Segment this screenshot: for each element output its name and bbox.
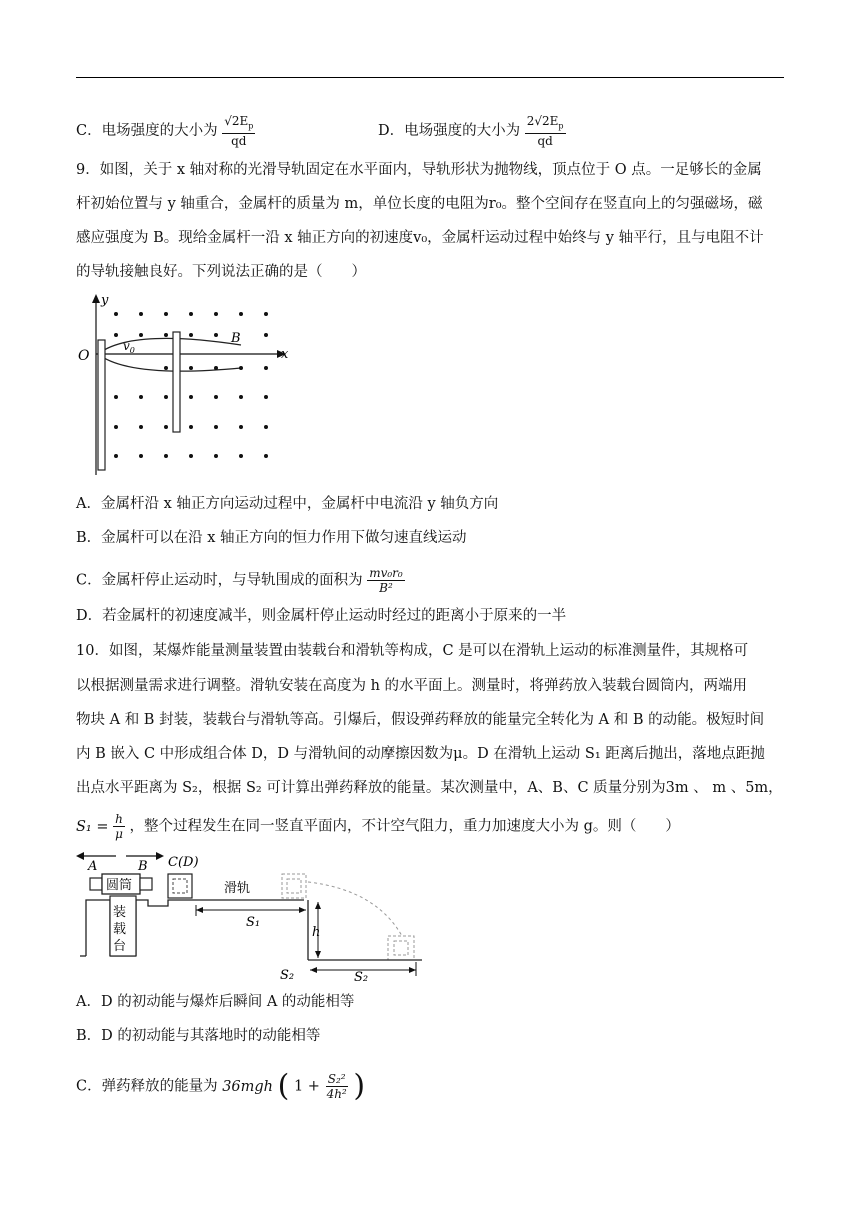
- q10-block-C: [168, 874, 192, 898]
- q10-option-a: A．D 的初动能与爆炸后瞬间 A 的动能相等: [76, 994, 355, 1010]
- q10-block-landing-ghost: [388, 936, 414, 960]
- q10-block-edge-ghost: [282, 874, 306, 898]
- q9-label-v0: $v_0$: [123, 339, 135, 355]
- q9-stem-line4: 的导轨接触良好。下列说法正确的是（ ）: [76, 264, 366, 280]
- q10-option-c-fraction: [325, 1072, 349, 1101]
- q10-option-c-one: 1 +: [293, 1078, 320, 1095]
- q8-option-d-denominator: qd: [537, 134, 553, 149]
- q9-label-B: B: [231, 331, 241, 346]
- q10-stem-line2: 以根据测量需求进行调整。滑轨安装在高度为 h 的水平面上。测量时，将弹药放入装载台圆筒内，两端用: [76, 678, 748, 694]
- q9-option-c-label: C．金属杆停止运动时，与导轨围成的面积为: [76, 572, 363, 589]
- q8-option-d-sub: p: [558, 121, 564, 131]
- q8-option-c-sub: p: [248, 121, 254, 131]
- q9-rail-lower: [98, 354, 241, 371]
- q10-stem-line6-text: ，整个过程发生在同一竖直平面内，不计空气阻力，重力加速度大小为 g。则（ ）: [129, 818, 680, 835]
- q10-arrow-right-icon: [156, 852, 164, 860]
- q9-label-x: x: [281, 347, 289, 362]
- q9-option-a: A．金属杆沿 x 轴正方向运动过程中，金属杆中电流沿 y 轴负方向: [76, 496, 499, 512]
- header-rule: [76, 77, 784, 78]
- q9-rod-initial: [98, 340, 105, 470]
- q9-option-c-denominator: B²: [379, 581, 393, 595]
- q10-label-A: A: [88, 859, 98, 874]
- q10-label-S2-dim: S₂: [354, 970, 369, 985]
- q8-option-c-fraction: [222, 114, 255, 148]
- q10-block-A: [90, 878, 102, 890]
- q9-rod-moving: [173, 332, 180, 432]
- q8-option-c-numerator: √2E: [224, 114, 249, 128]
- q9-option-c-fraction: [367, 566, 405, 595]
- q9-option-c: [76, 566, 405, 595]
- q9-option-b: B．金属杆可以在沿 x 轴正方向的恒力作用下做匀速直线运动: [76, 530, 467, 546]
- q8-option-d-label: D．电场强度的大小为: [378, 123, 521, 140]
- q9-figure: [76, 290, 306, 480]
- q9-stem-line2: 杆初始位置与 y 轴重合，金属杆的质量为 m，单位长度的电阻为r₀。整个空间存在竖直向上的匀强磁场，磁: [76, 196, 763, 212]
- q10-label-rail: 滑轨: [224, 881, 251, 896]
- q10-label-tube: 圆筒: [106, 878, 133, 893]
- q10-option-c-label: C．弹药释放的能量为: [76, 1078, 218, 1095]
- q10-s1-numerator: h: [115, 812, 123, 826]
- q10-option-c-denominator: 4h²: [326, 1087, 347, 1101]
- q10-label-stage1: 装: [113, 905, 127, 920]
- q10-label-stage3: 台: [113, 939, 127, 954]
- q10-s1-fraction: [113, 812, 125, 841]
- q10-s1-symbol: S₁ =: [76, 818, 109, 835]
- q9-rail-upper: [98, 338, 241, 354]
- q10-arrow-left-icon: [76, 852, 84, 860]
- q9-option-d: D．若金属杆的初速度减半，则金属杆停止运动时经过的距离小于原来的一半: [76, 608, 567, 624]
- q9-stem-line1: 9．如图，关于 x 轴对称的光滑导轨固定在水平面内，导轨形状为抛物线，顶点位于 O 点。一足够长的金属: [76, 162, 762, 178]
- q10-option-b: B．D 的初动能与其落地时的动能相等: [76, 1028, 321, 1044]
- q10-stem-line4: 内 B 嵌入 C 中形成组合体 D，D 与滑轨间的动摩擦因数为μ。D 在滑轨上运动 S₁ 距离后抛出，落地点距抛: [76, 746, 765, 762]
- q9-stem-line3: 感应强度为 B。现给金属杆一沿 x 轴正方向的初速度v₀，金属杆运动过程中始终与 y 轴平行，且与电阻不计: [76, 230, 764, 246]
- q10-label-S1: S₁: [246, 915, 261, 930]
- q10-stem-line5: 出点水平距离为 S₂，根据 S₂ 可计算出弹药释放的能量。某次测量中，A、B、C 质量分别为3m 、 m 、5m，: [76, 780, 783, 796]
- q9-magnetic-field-dots: [114, 312, 268, 458]
- q10-stem-line3: 物块 A 和 B 封装，装载台与滑轨等高。引爆后，假设弹药释放的能量完全转化为 A 和 B 的动能。极短时间: [76, 712, 765, 728]
- q10-label-stage2: 载: [113, 922, 127, 937]
- q9-label-y: y: [101, 293, 109, 308]
- q10-label-B: B: [138, 859, 148, 874]
- q10-stem-line1: 10．如图，某爆炸能量测量装置由装载台和滑轨等构成，C 是可以在滑轨上运动的标准测量件，其规格可: [76, 643, 749, 659]
- q10-option-c: C．弹药释放的能量为 36mgh ( 1 + $\frac{\text{S₂²}}{\text{4h²}}$ ): [76, 1068, 366, 1104]
- q10-option-c-numerator: S₂²: [327, 1072, 346, 1086]
- q10-stem-line6: [76, 812, 680, 841]
- q10-option-c-coefficient: 36mgh: [222, 1078, 274, 1095]
- q10-label-S2-corner: S₂: [280, 968, 295, 983]
- q8-option-c-label: C．电场强度的大小为: [76, 123, 218, 140]
- q9-y-arrow-icon: [92, 294, 100, 303]
- q10-label-CD: C(D): [168, 855, 199, 870]
- q10-trajectory: [308, 882, 402, 936]
- q8-option-c-denominator: qd: [231, 134, 247, 149]
- q9-label-origin: O: [78, 348, 90, 364]
- q8-option-c: [76, 114, 255, 148]
- q10-block-B: [140, 878, 152, 890]
- q8-option-d-fraction: [525, 114, 566, 148]
- q10-s1-denominator: μ: [115, 827, 123, 841]
- q10-label-h: h: [312, 925, 321, 940]
- q9-option-c-numerator: mv₀r₀: [369, 566, 403, 580]
- q8-option-d-numerator: 2√2E: [526, 114, 559, 128]
- q8-option-d: [378, 114, 566, 148]
- q10-figure: [76, 850, 426, 985]
